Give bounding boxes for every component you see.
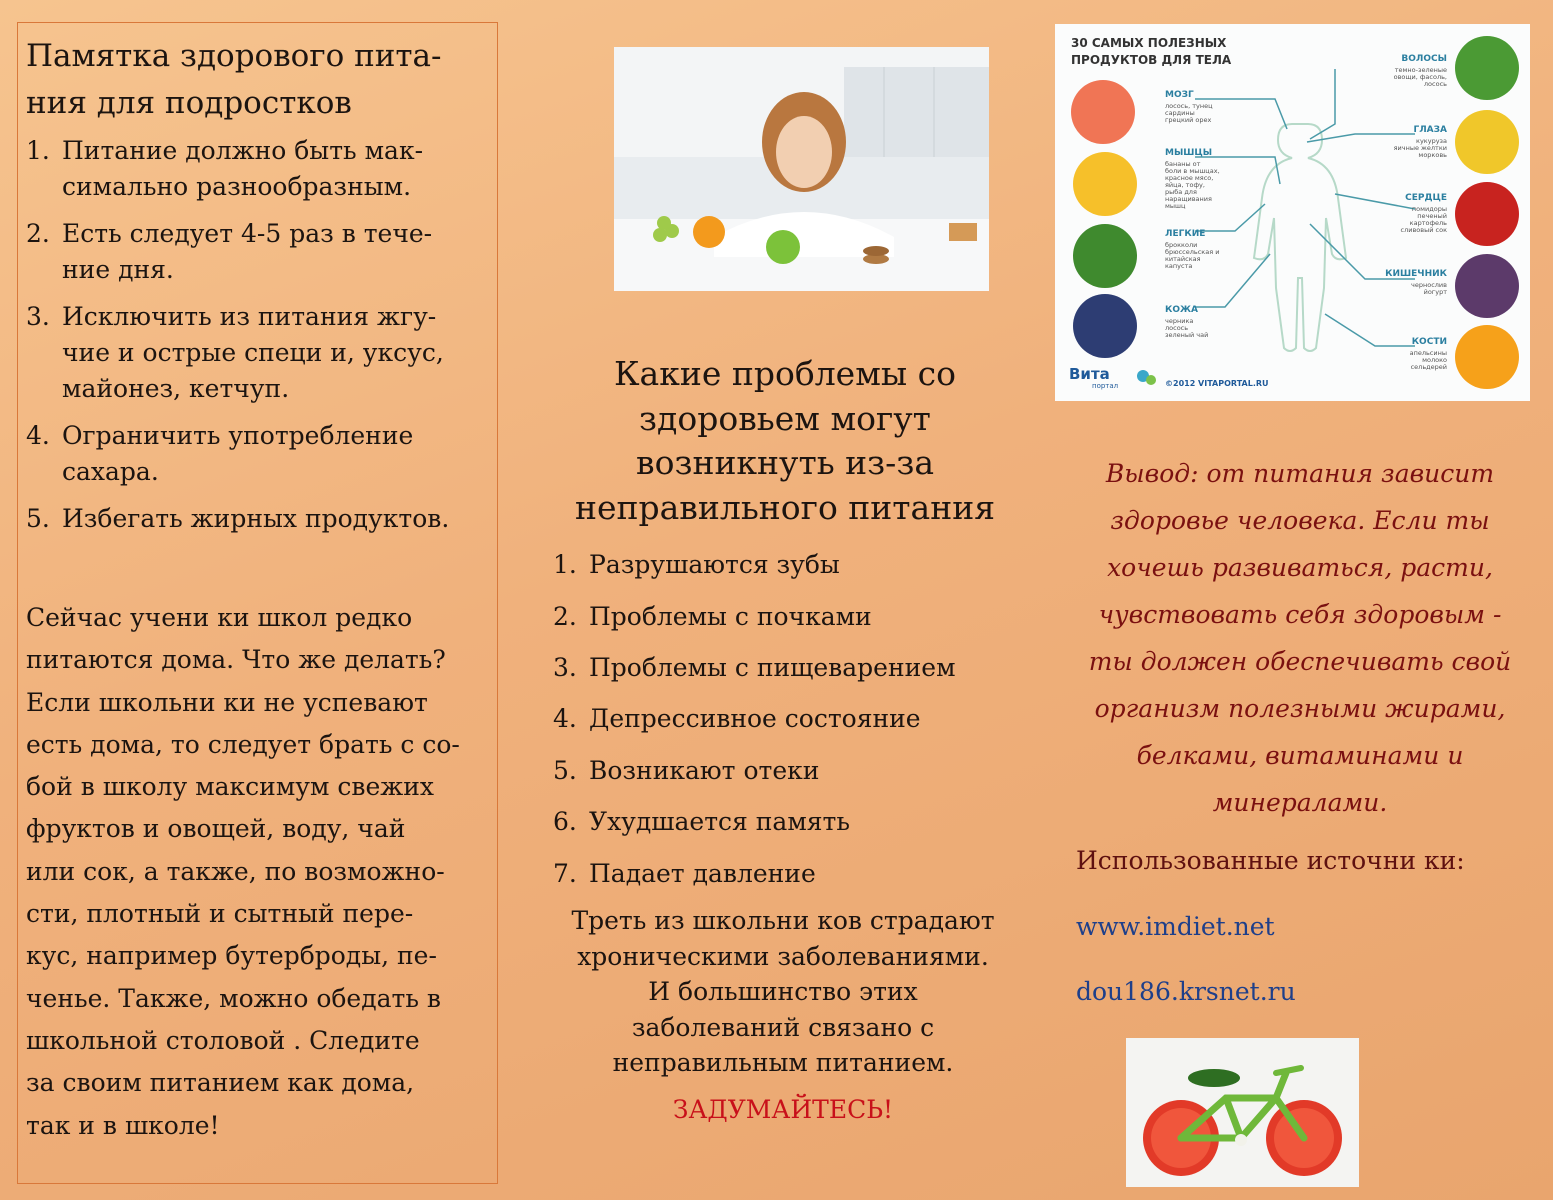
svg-text:©2012 VITAPORTAL.RU: ©2012 VITAPORTAL.RU <box>1165 379 1269 388</box>
list-item: 5. Избегать жирных продуктов. <box>26 504 450 533</box>
svg-text:портал: портал <box>1092 382 1119 390</box>
memo-title: Памятка здорового пита- ния для подростков <box>26 38 442 121</box>
salmon-icon <box>1071 80 1135 144</box>
svg-text:лосось, тунец: лосось, тунец <box>1165 102 1213 110</box>
svg-text:бананы от: бананы от <box>1165 160 1201 168</box>
svg-text:СЕРДЦЕ: СЕРДЦЕ <box>1405 193 1447 203</box>
list-item: 4. Ограничить употребление сахара. <box>26 421 414 486</box>
rules-list <box>26 133 491 537</box>
svg-text:сельдерей: сельдерей <box>1410 363 1447 371</box>
problems-title: Какие проблемы со здоровьем могут возникнуть из-за неправильного питания <box>574 354 996 527</box>
source-link[interactable]: dou186.krsnet.ru <box>1076 977 1296 1006</box>
blueberry-icon <box>1073 294 1137 358</box>
svg-text:КОСТИ: КОСТИ <box>1411 337 1447 347</box>
svg-text:лосось: лосось <box>1423 80 1447 88</box>
body-silhouette-icon <box>1254 124 1346 351</box>
svg-text:красное мясо,: красное мясо, <box>1165 174 1214 182</box>
svg-text:боли в мышцах,: боли в мышцах, <box>1165 167 1220 175</box>
svg-text:апельсины: апельсины <box>1409 349 1447 357</box>
vegetable-bicycle-photo <box>1126 1038 1359 1187</box>
svg-text:наращивания: наращивания <box>1165 195 1212 203</box>
svg-text:черника: черника <box>1165 317 1194 325</box>
svg-text:яйца, тофу,: яйца, тофу, <box>1165 181 1205 189</box>
corn-icon <box>1455 110 1519 174</box>
svg-text:кукуруза: кукуруза <box>1416 137 1447 145</box>
infographic-title: 30 САМЫХ ПОЛЕЗНЫХ ПРОДУКТОВ ДЛЯ ТЕЛА <box>1071 36 1232 67</box>
warning-text: ЗАДУМАЙТЕСЬ! <box>672 1095 894 1124</box>
svg-text:молоко: молоко <box>1422 356 1447 364</box>
svg-text:грецкий орех: грецкий орех <box>1165 116 1212 124</box>
svg-text:чернослив: чернослив <box>1411 281 1447 289</box>
svg-text:рыба для: рыба для <box>1165 188 1197 196</box>
svg-text:лосось: лосось <box>1165 324 1189 332</box>
svg-text:сардины: сардины <box>1165 109 1195 117</box>
svg-text:мышц: мышц <box>1165 202 1186 210</box>
problems-list <box>553 539 1023 899</box>
svg-text:китайская: китайская <box>1165 255 1201 263</box>
list-item: 5. Возникают отеки <box>553 755 820 785</box>
svg-text:картофель: картофель <box>1409 219 1447 227</box>
svg-text:сливовый сок: сливовый сок <box>1400 226 1447 234</box>
svg-text:зеленый чай: зеленый чай <box>1165 331 1209 339</box>
list-item: 7. Падает давление <box>553 858 816 888</box>
svg-text:МОЗГ: МОЗГ <box>1165 90 1194 100</box>
svg-text:ГЛАЗА: ГЛАЗА <box>1413 125 1447 135</box>
broccoli-icon <box>1073 224 1137 288</box>
list-item: 3. Проблемы с пищеварением <box>553 652 956 682</box>
greens-icon <box>1455 36 1519 100</box>
banana-icon <box>1073 152 1137 216</box>
svg-text:овощи, фасоль,: овощи, фасоль, <box>1393 73 1447 81</box>
source-link[interactable]: www.imdiet.net <box>1076 912 1275 941</box>
list-item: 3. Исключить из питания жгу- чие и острые специ и, уксус, майонез, кетчуп. <box>26 302 444 403</box>
foods-infographic <box>1055 24 1530 401</box>
svg-text:МЫШЦЫ: МЫШЦЫ <box>1165 148 1213 158</box>
left-column <box>17 22 498 1184</box>
svg-text:ВОЛОСЫ: ВОЛОСЫ <box>1401 54 1447 64</box>
svg-text:йогурт: йогурт <box>1423 288 1447 296</box>
orange-icon <box>1455 325 1519 389</box>
svg-text:капуста: капуста <box>1165 262 1193 270</box>
svg-text:брюссельская и: брюссельская и <box>1165 248 1220 256</box>
svg-text:темно-зеленые: темно-зеленые <box>1394 66 1447 74</box>
conclusion-text: Вывод: от питания зависит здоровье человека. Если ты хочешь развиваться, расти, чувствовать себя здоровым - ты должен обеспечивать свой организм полезными жирами, белками, витаминами и минералами. <box>1088 459 1512 817</box>
list-item: 1. Питание должно быть мак- симально разнообразным. <box>26 136 424 201</box>
plum-icon <box>1455 254 1519 318</box>
svg-text:морковь: морковь <box>1418 151 1447 159</box>
svg-text:помидоры: помидоры <box>1411 205 1447 213</box>
list-item: 2. Есть следует 4-5 раз в тече- ние дня. <box>26 219 433 284</box>
list-item: 6. Ухудшается память <box>553 807 850 837</box>
tomato-icon <box>1455 182 1519 246</box>
sources-title: Использованные источни ки: <box>1076 846 1465 875</box>
girl-with-fruit-photo <box>614 47 989 291</box>
svg-text:брокколи: брокколи <box>1165 241 1198 249</box>
svg-text:печеный: печеный <box>1417 212 1447 220</box>
svg-text:яичные желтки: яичные желтки <box>1393 144 1447 152</box>
brand-logo: Вита <box>1069 365 1110 383</box>
svg-text:КИШЕЧНИК: КИШЕЧНИК <box>1385 269 1447 279</box>
statistics-paragraph: Треть из школьни ков страдают хроническими заболеваниями. И большинство этих заболеваний связано с неправильным питанием. <box>571 906 995 1077</box>
list-item: 4. Депрессивное состояние <box>553 704 921 734</box>
school-advice-paragraph: Сейчас учени ки школ редко питаются дома. Что же делать? Если школьни ки не успевают есть дома, то следует брать с со- бой в школу максимум свежих фруктов и овощей, воду, чай или сок, а также, по возможно- сти, плотный и сытный пере- кус, например бутерброды, пе- ченье. Также, можно обедать в школьной столовой . Следите за своим питанием как дома, так и в школе! <box>26 603 460 1140</box>
list-item: 2. Проблемы с почками <box>553 601 872 631</box>
svg-text:КОЖА: КОЖА <box>1165 305 1198 315</box>
list-item: 1. Разрушаются зубы <box>553 550 840 580</box>
svg-text:ЛЕГКИЕ: ЛЕГКИЕ <box>1165 229 1206 239</box>
